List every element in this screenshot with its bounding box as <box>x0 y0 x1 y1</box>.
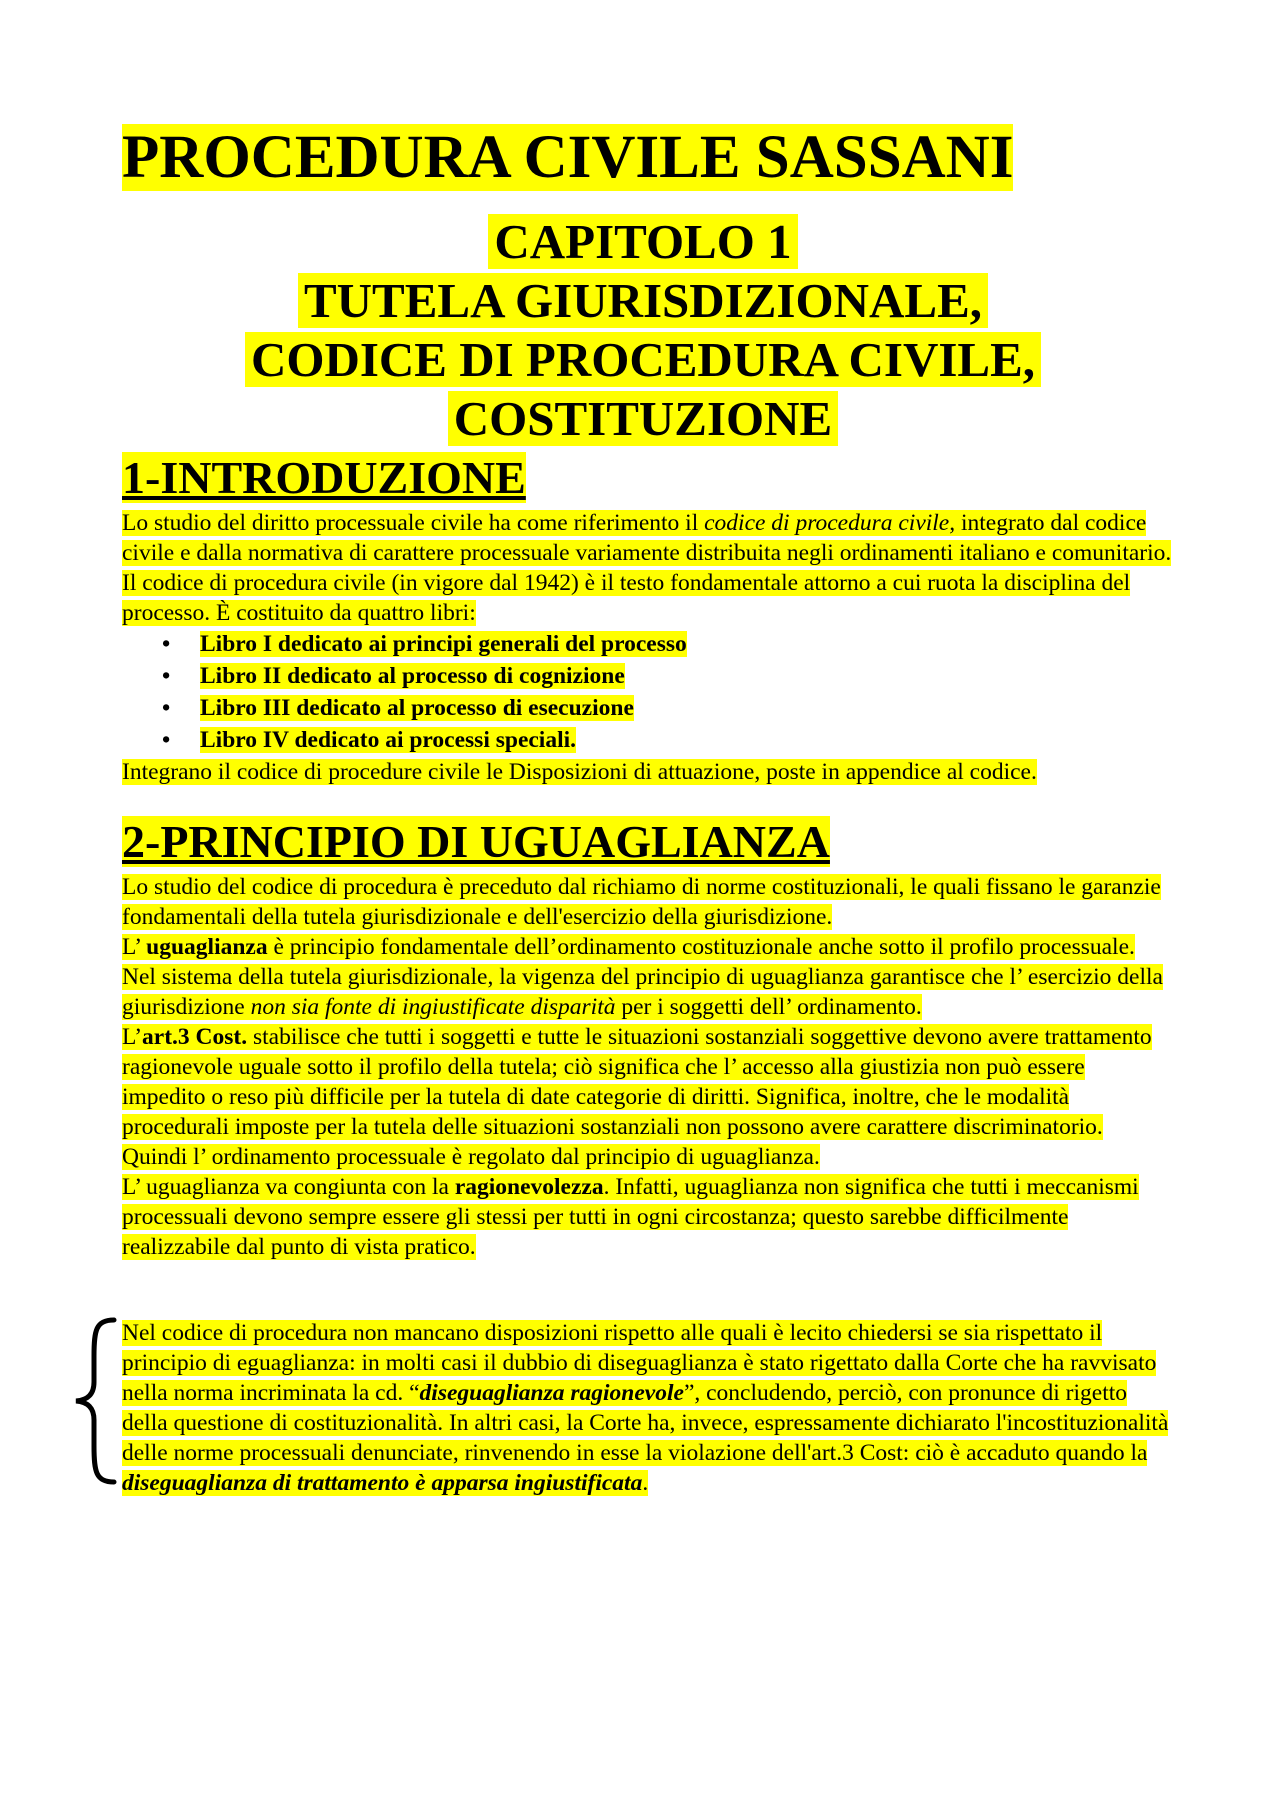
document-title: PROCEDURA CIVILE SASSANI <box>122 124 1014 191</box>
chapter-number: CAPITOLO 1 <box>488 214 797 269</box>
books-list <box>122 628 1172 756</box>
paragraph-art3: L’art.3 Cost. stabilisce che tutti i soggetti e tutte le situazioni sostanziali soggettive devono avere trattamento ragionevole uguale sotto il profilo della tutela; ciò significa che l’ accesso alla giustizia non può essere impedito o reso più difficile per la tutela di date categorie di diritti. Significa, inoltre, che le modalità procedurali imposte per la tutela delle situazioni sostanziali non possono avere carattere discriminatorio. Quindi l’ ordinamento processuale è regolato dal principio di uguaglianza. <box>122 1024 1152 1170</box>
uguaglianza-body <box>122 872 1172 1262</box>
paragraph-ragionevolezza: L’ uguaglianza va congiunta con la ragionevolezza. Infatti, uguaglianza non significa che tutti i meccanismi processuali devono sempre essere gli stessi per tutti in ogni circostanza; questo sarebbe difficilmente realizzabile dal punto di vista pratico. <box>122 1174 1139 1260</box>
paragraph-diseguaglianza: Nel codice di procedura non mancano disposizioni rispetto alle quali è lecito chiedersi se sia rispettato il principio di eguaglianza: in molti casi il dubbio di diseguaglianza è stato rigettato dalla Corte che ha ravvisato nella norma incriminata la cd. “diseguaglianza ragionevole”, concludendo, perciò, con pronunce di rigetto della questione di costituzionalità. In altri casi, la Corte ha, invece, espressamente dichiarato l'incostituzionalità delle norme processuali denunciate, rinvenendo in esse la violazione dell'art.3 Cost: ciò è accaduto quando la diseguaglianza di trattamento è apparsa ingiustificata. <box>122 1320 1169 1496</box>
paragraph-norme-costituzionali: Lo studio del codice di procedura è preceduto dal richiamo di norme costituzionali, le quali fissano le garanzie fondamentali della tutela giurisdizionale e dell'esercizio della giurisdizione. <box>122 874 1161 930</box>
section-heading-introduzione: 1-INTRODUZIONE <box>122 452 526 503</box>
curly-brace-icon <box>70 1316 120 1486</box>
chapter-title-line-3: COSTITUZIONE <box>448 391 839 446</box>
bullet-icon: • <box>162 631 171 657</box>
chapter-title-line-1: TUTELA GIURISDIZIONALE, <box>298 273 988 328</box>
list-item: • Libro II dedicato al processo di cognizione <box>122 660 1172 692</box>
list-item: • Libro III dedicato al processo di esecuzione <box>122 692 1172 724</box>
chapter-title-line-2: CODICE DI PROCEDURA CIVILE, <box>245 332 1041 387</box>
list-item: • Libro I dedicato ai principi generali del processo <box>122 628 1172 660</box>
list-item: • Libro IV dedicato ai processi speciali. <box>122 724 1172 756</box>
bullet-icon: • <box>162 727 171 753</box>
intro-paragraph: Lo studio del diritto processuale civile ha come riferimento il codice di procedura civile, integrato dal codice civile e dalla normativa di carattere processuale variamente distribuita negli ordinamenti italiano e comunitario. Il codice di procedura civile (in vigore dal 1942) è il testo fondamentale attorno a cui ruota la disciplina del processo. È costituito da quattro libri: <box>122 510 1172 626</box>
paragraph-uguaglianza: L’ uguaglianza è principio fondamentale dell’ordinamento costituzionale anche sotto il profilo processuale. Nel sistema della tutela giurisdizionale, la vigenza del principio di uguaglianza garantisce che l’ esercizio della giurisdizione non sia fonte di ingiustificate disparità per i soggetti dell’ ordinamento. <box>122 934 1163 1020</box>
bullet-icon: • <box>162 695 171 721</box>
intro-closing-paragraph: Integrano il codice di procedure civile le Disposizioni di attuazione, poste in appendice al codice. <box>122 759 1037 785</box>
chapter-heading <box>122 212 1164 448</box>
section-heading-uguaglianza: 2-PRINCIPIO DI UGUAGLIANZA <box>122 816 830 867</box>
bullet-icon: • <box>162 663 171 689</box>
